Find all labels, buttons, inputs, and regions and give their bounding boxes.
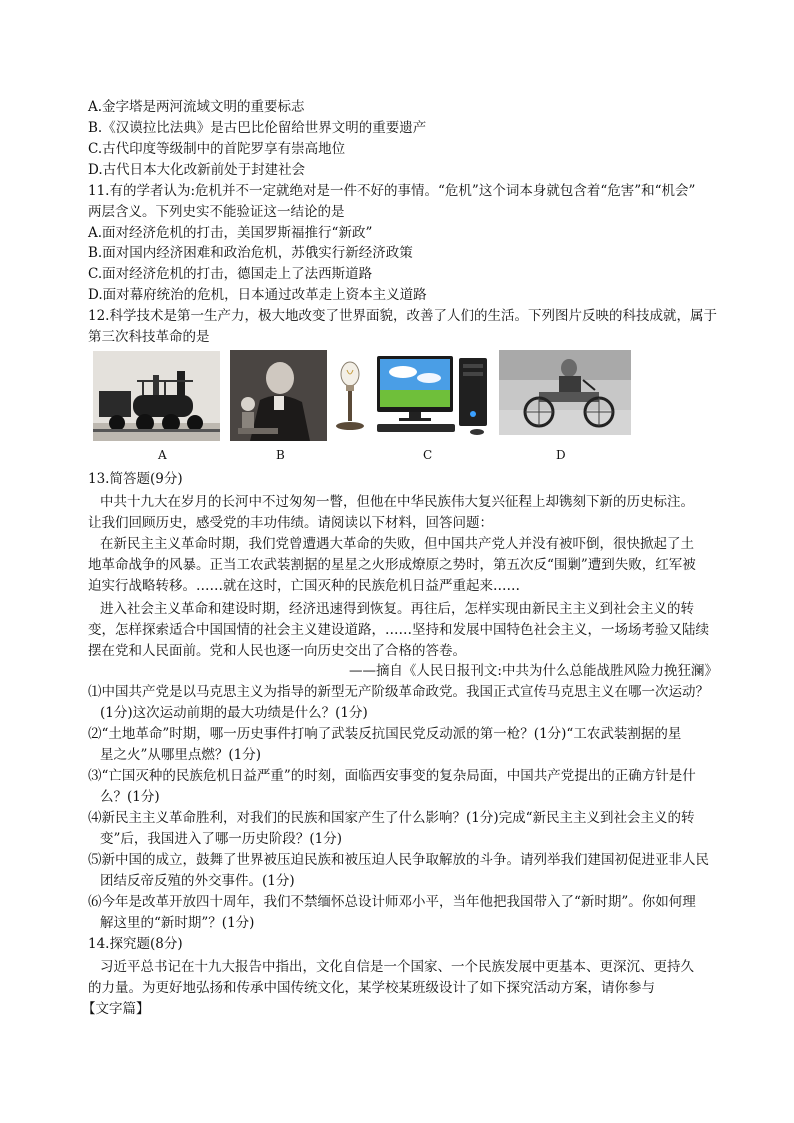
q11-stem: 11.有的学者认为:危机并不一定就绝对是一件不好的事情。“危机”这个词本身就包含着“危害”和“机会” <box>88 183 696 199</box>
q14-intro-line-1: 习近平总书记在十九大报告中指出，文化自信是一个国家、一个民族发展中更基本、更深沉、更持久 <box>100 959 694 975</box>
q10-option-c: C.古代印度等级制中的首陀罗享有崇高地位 <box>88 141 346 157</box>
q13-intro-line-2: 让我们回顾历史，感受党的丰功伟绩。请阅读以下材料，回答问题： <box>88 515 493 531</box>
q13-question-1: ⑴中国共产党是以马克思主义为指导的新型无产阶级革命政党。我国正式宣传马克思主义在哪一次运动？ <box>88 684 709 700</box>
q13-question-1-cont: (1分)这次运动前期的最大功绩是什么？(1分) <box>100 705 368 721</box>
caption-b: B <box>276 448 285 462</box>
image-light-bulb <box>333 356 367 436</box>
caption-a: A <box>158 448 167 462</box>
q11-option-a: A.面对经济危机的打击，美国罗斯福推行“新政” <box>88 225 373 241</box>
q10-option-b: B.《汉谟拉比法典》是古巴比伦留给世界文明的重要遗产 <box>88 120 427 136</box>
q13-question-3: ⑶“亡国灭种的民族危机日益严重”的时刻，面临西安事变的复杂局面，中国共产党提出的正确方针是什 <box>88 768 696 784</box>
q13-question-2-cont: 星之火”从哪里点燃？(1分) <box>100 747 262 763</box>
q12-stem-cont: 第三次科技革命的是 <box>88 329 210 345</box>
caption-d: D <box>556 448 566 462</box>
image-computer <box>373 354 493 436</box>
q13-material-line-2: 地革命战争的风暴。正当工农武装割据的星星之火形成燎原之势时，第五次反“围剿”遭到失败，红军被 <box>88 557 696 573</box>
q11-option-d: D.面对幕府统治的危机，日本通过改革走上资本主义道路 <box>88 287 427 303</box>
q13-material-line-4: 进入社会主义革命和建设时期，经济迅速得到恢复。再往后，怎样实现由新民主主义到社会主义的转 <box>100 601 694 617</box>
q13-material-line-3: 迫实行战略转移。……就在这时，亡国灭种的民族危机日益严重起来…… <box>88 578 520 594</box>
image-early-automobile <box>499 350 631 435</box>
q11-option-c: C.面对经济危机的打击，德国走上了法西斯道路 <box>88 266 373 282</box>
computer-illustration <box>373 354 493 436</box>
q11-option-b: B.面对国内经济困难和政治危机，苏俄实行新经济政策 <box>88 245 413 261</box>
q13-question-6: ⑹今年是改革开放四十周年，我们不禁缅怀总设计师邓小平，当年他把我国带入了“新时期”。你如何理 <box>88 894 696 910</box>
q13-question-3-cont: 么？(1分) <box>100 789 160 805</box>
q13-title: 13.简答题(9分) <box>88 471 183 487</box>
q13-question-4: ⑷新民主主义革命胜利，对我们的民族和国家产生了什么影响？(1分)完成“新民主主义到社会主义的转 <box>88 810 695 826</box>
q13-question-2: ⑵“土地革命”时期，哪一历史事件打响了武装反抗国民党反动派的第一枪？(1分)“工农武装割据的星 <box>88 726 682 742</box>
q10-option-d: D.古代日本大化改新前处于封建社会 <box>88 162 306 178</box>
caption-c: C <box>423 448 433 462</box>
q12-stem: 12.科学技术是第一生产力，极大地改变了世界面貌，改善了人们的生活。下列图片反映的科技成就，属于 <box>88 308 717 324</box>
q14-section-heading: 【文字篇】 <box>82 1001 150 1017</box>
q13-question-5-cont: 团结反帝反殖的外交事件。(1分) <box>100 873 295 889</box>
image-steam-locomotive <box>93 351 220 441</box>
locomotive-illustration <box>93 351 220 441</box>
automobile-illustration <box>499 350 631 435</box>
image-edison-portrait <box>230 350 327 441</box>
q13-intro-line-1: 中共十九大在岁月的长河中不过匆匆一瞥，但他在中华民族伟大复兴征程上却镌刻下新的历史标注。 <box>100 494 694 510</box>
q13-source: ——摘自《人民日报刊文:中共为什么总能战胜风险力挽狂澜》 <box>348 663 718 679</box>
edison-illustration <box>230 350 327 441</box>
q11-stem-cont: 两层含义。下列史实不能验证这一结论的是 <box>88 204 345 220</box>
q13-question-6-cont: 解这里的“新时期”？(1分) <box>100 915 255 931</box>
q13-material-line-6: 摆在党和人民面前。党和人民也逐一向历史交出了合格的答卷。 <box>88 643 466 659</box>
q13-question-5: ⑸新中国的成立，鼓舞了世界被压迫民族和被压迫人民争取解放的斗争。请列举我们建国初促进亚非人民 <box>88 852 709 868</box>
q14-intro-line-2: 的力量。为更好地弘扬和传承中国传统文化，某学校某班级设计了如下探究活动方案，请你参与 <box>88 980 655 996</box>
light-bulb-illustration <box>333 356 367 436</box>
q14-title: 14.探究题(8分) <box>88 936 183 952</box>
q13-material-line-1: 在新民主主义革命时期，我们党曾遭遇大革命的失败，但中国共产党人并没有被吓倒，很快掀起了土 <box>100 536 694 552</box>
q10-option-a: A.金字塔是两河流域文明的重要标志 <box>88 99 305 115</box>
q13-question-4-cont: 变”后，我国进入了哪一历史阶段？(1分) <box>100 831 343 847</box>
q13-material-line-5: 变，怎样探索适合中国国情的社会主义建设道路，……坚持和发展中国特色社会主义，一场场考验又陆续 <box>88 622 709 638</box>
